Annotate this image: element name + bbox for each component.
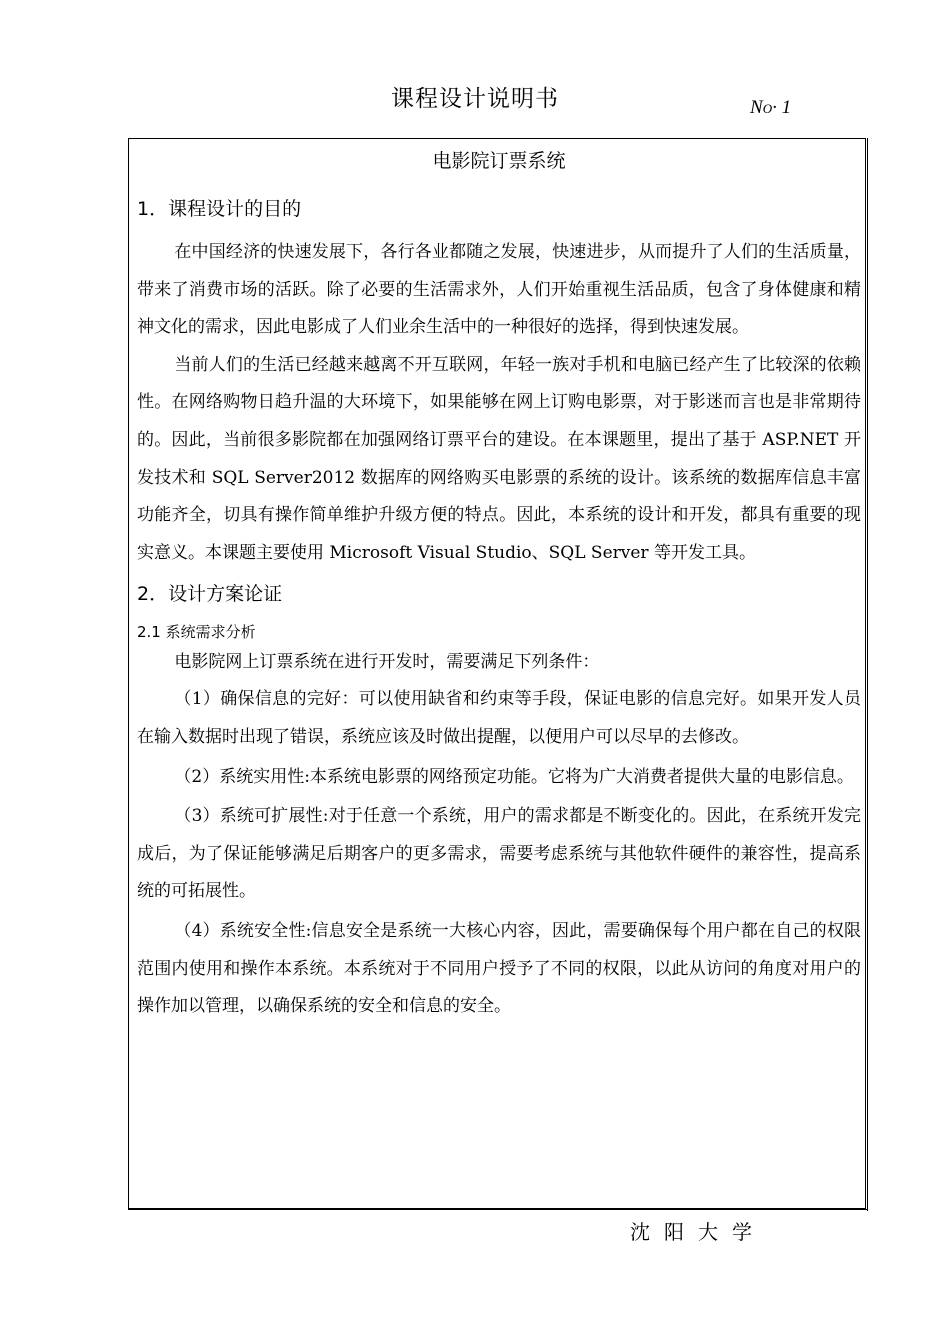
- requirements-list: [137, 681, 861, 1025]
- requirement-item-3: （3）系统可扩展性:对于任意一个系统，用户的需求都是不断变化的。因此，在系统开发完成后，为了保证能够满足后期客户的更多需求，需要考虑系统与其他软件硬件的兼容性，提高系统的可拓展性。: [137, 806, 861, 902]
- section-1-paragraph-1: 在中国经济的快速发展下，各行各业都随之发展，快速进步，从而提升了人们的生活质量，带来了消费市场的活跃。除了必要的生活需求外，人们开始重视生活品质，包含了身体健康和精神文化的需求，因此电影成了人们业余生活中的一种很好的选择，得到快速发展。: [137, 242, 861, 338]
- frame-bottom-rule: [128, 1209, 868, 1210]
- requirement-item-2: （2）系统实用性:本系统电影票的网络预定功能。它将为广大消费者提供大量的电影信息。: [174, 766, 854, 787]
- requirement-item-4: （4）系统安全性:信息安全是系统一大核心内容，因此，需要确保每个用户都在自己的权限范围内使用和操作本系统。本系统对于不同用户授予了不同的权限，以此从访问的角度对用户的操作加以管理，以确保系统的安全和信息的安全。: [137, 920, 861, 1017]
- section-1-paragraph-2: 当前人们的生活已经越来越离不开互联网，年轻一族对手机和电脑已经产生了比较深的依赖性。在网络购物日趋升温的大环境下，如果能够在网上订购电影票，对于影迷而言也是非常期待的。因此，当前很多影院都在加强网络订票平台的建设。在本课题里，提出了基于 ASP.NET 开发技术和 SQL Server2012 数据库的网络购买电影票的系统的设计。该系统的数据库信息丰富功能齐全，切具有操作简单维护升级方便的特点。因此，本系统的设计和开发，都具有重要的现实意义。本课题主要使用 Microsoft Visual Studio、SQL Server 等开发工具。: [137, 354, 861, 563]
- page-number-value: · 1: [772, 97, 792, 118]
- section-2-heading: 2．设计方案论证: [137, 583, 283, 606]
- section-1-heading: 1．课程设计的目的: [137, 198, 302, 220]
- section-1-body: [137, 234, 861, 572]
- frame-right-rule: [867, 138, 868, 1211]
- document-body: [137, 148, 861, 1028]
- page-number-o: O: [762, 101, 773, 116]
- page-number-n: N: [750, 97, 763, 118]
- system-title: 电影院订票系统: [432, 150, 566, 172]
- subsection-2-1-intro-block: [137, 645, 861, 679]
- requirement-item-1: （1）确保信息的完好：可以使用缺省和约束等手段，保证电影的信息完好。如果开发人员在输入数据时出现了错误，系统应该及时做出提醒，以便用户可以尽早的去修改。: [137, 689, 861, 747]
- document-title: 课程设计说明书: [391, 86, 559, 112]
- page-number: [750, 96, 791, 121]
- university-name: 沈阳大学: [630, 1220, 766, 1244]
- subsection-2-1-heading: 2.1 系统需求分析: [137, 623, 256, 642]
- subsection-2-1-intro: 电影院网上订票系统在进行开发时，需要满足下列条件：: [174, 652, 600, 673]
